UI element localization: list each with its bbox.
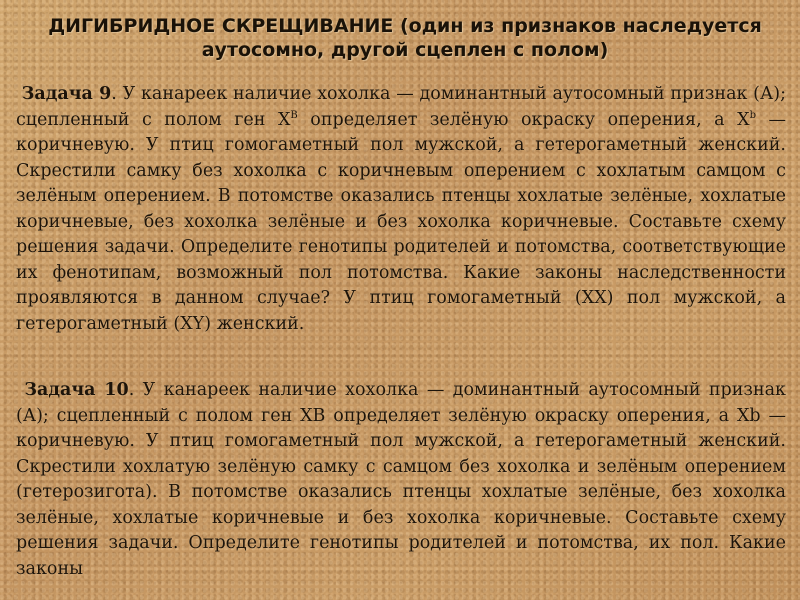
task-9-sup-b: b [749, 109, 756, 121]
task-10-paragraph [16, 378, 786, 582]
task-10-label: Задача 10 [24, 380, 129, 400]
task-9-text-c: — коричневую. У птиц гомогаметный пол мужской, а гетерогаметный женский. Скрестили самку без хохолка с коричневым оперением с хохлатым самцом с зелёным оперением. В потомстве оказались птенцы хохлатые зелёные, хохлатые коричневые, без хохолка зелёные и без хохолка коричневые. Составьте схему решения задачи. Определите генотипы родителей и потомства, соответствующие их фенотипам, возможный пол потомства. Какие законы наследственности проявляются в данном случае? У птиц гомогаметный (ХХ) пол мужской, а гетерогаметный (ХY) женский. [16, 109, 786, 334]
task-9-text-a: . У канареек наличие хохолка — доминантный аутосомный признак (А); сцепленный с полом ген X [16, 84, 786, 130]
task-9-paragraph [16, 82, 786, 337]
task-9-text-b: определяет зелёную окраску оперения, а X [297, 109, 750, 130]
task-9-sup-a: B [290, 109, 298, 121]
slide-title: ДИГИБРИДНОЕ СКРЕЩИВАНИЕ (один из признаков наследуется аутосомно, другой сцеплен с полом) [48, 15, 762, 61]
task-9-label: Задача 9 [21, 84, 112, 104]
task-10-text: . У канареек наличие хохолка — доминантный аутосомный признак (А); сцепленный с полом ген XB определяет зелёную окраску оперения, а Xb — коричневую. У птиц гомогаметный пол мужской, а гетерогаметный женский. Скрестили хохлатую зелёную самку с самцом без хохолка и зелёным оперением (гетерозигота). В потомстве оказались птенцы хохлатые зелёные, без хохолка зелёные, хохлатые коричневые и без хохолка коричневые. Составьте схему решения задачи. Определите генотипы родителей и потомства, их пол. Какие законы [16, 380, 786, 579]
